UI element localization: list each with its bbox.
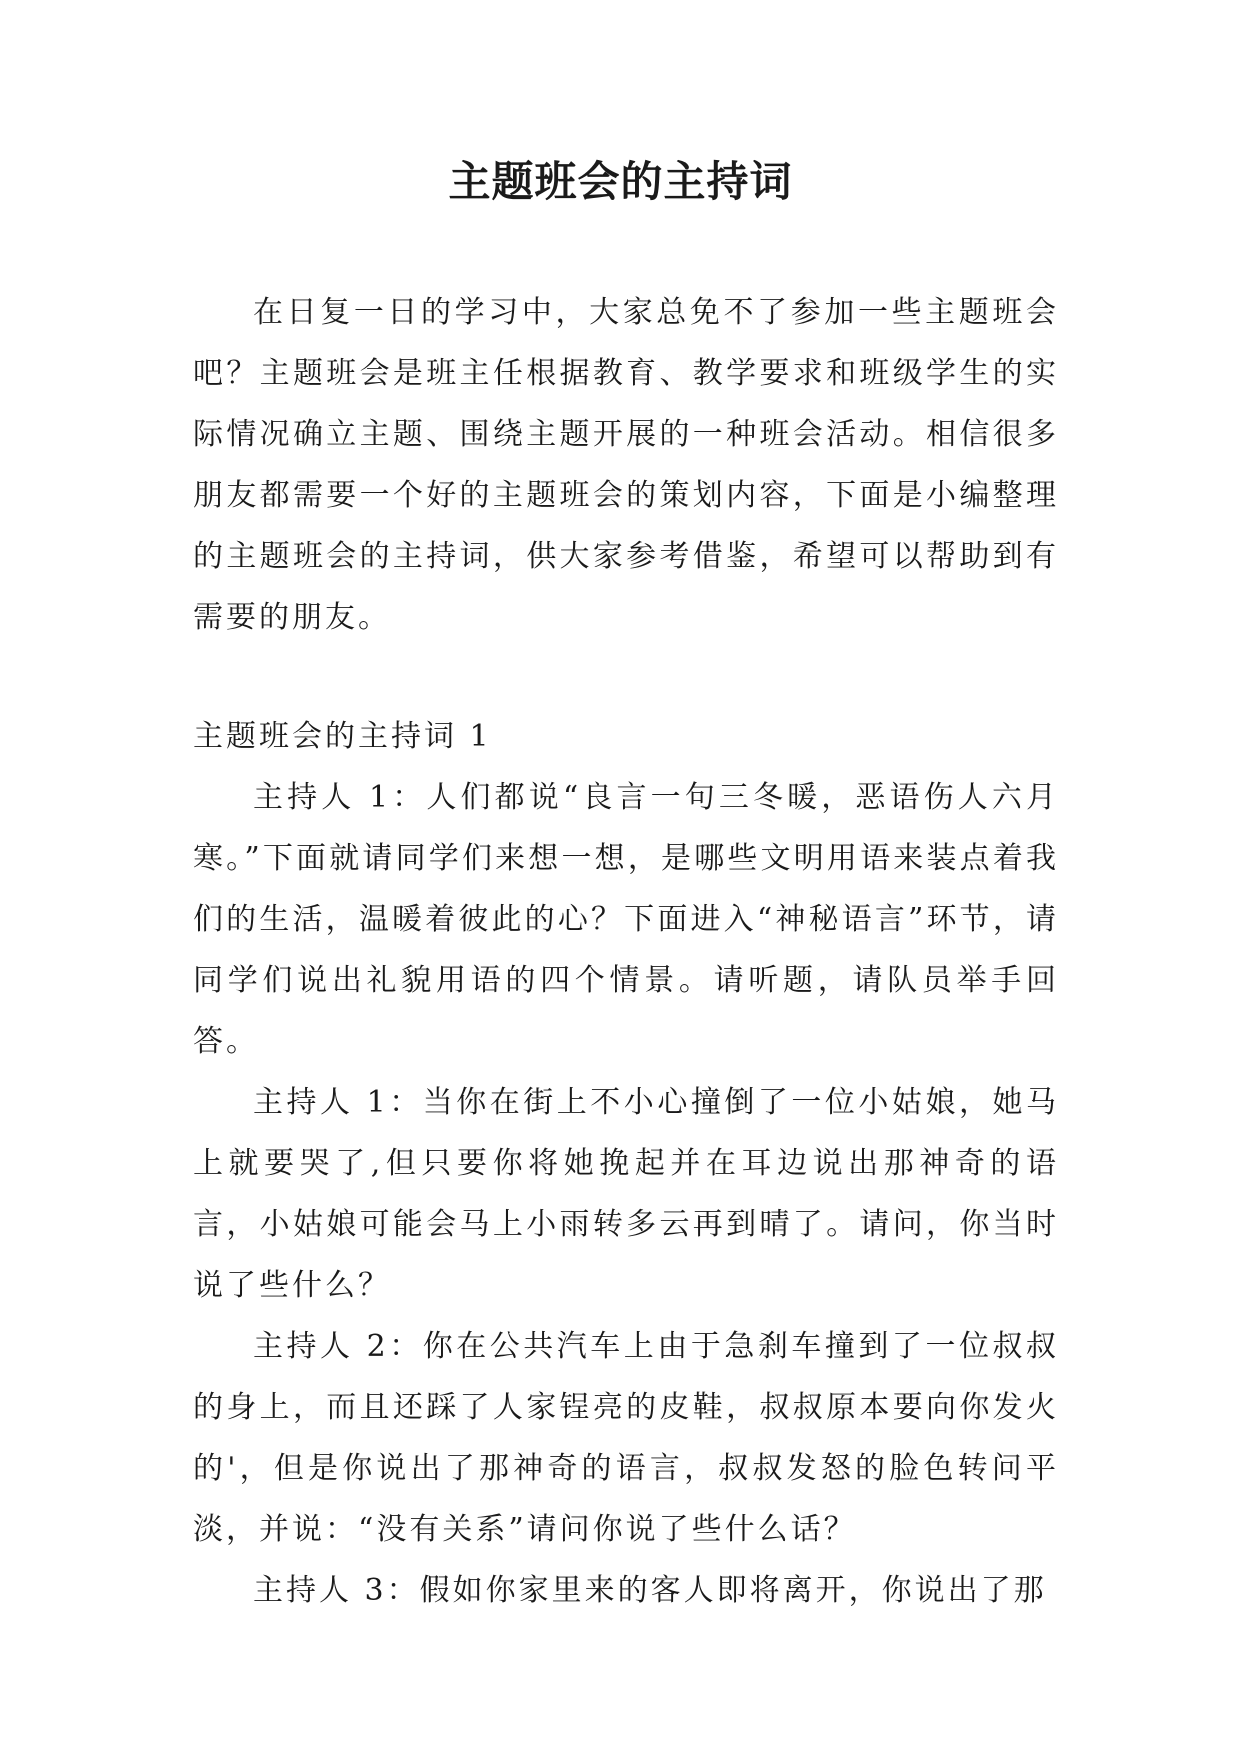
intro-paragraph: 在日复一日的学习中，大家总免不了参加一些主题班会吧？主题班会是班主任根据教育、教学要求和班级学生的实际情况确立主题、围绕主题开展的一种班会活动。相信很多朋友都需要一个好的主题班会的策划内容，下面是小编整理的主题班会的主持词，供大家参考借鉴，希望可以帮助到有需要的朋友。 bbox=[193, 295, 1059, 635]
paragraph: 主持人 3：假如你家里来的客人即将离开，你说出了那 bbox=[253, 1573, 1047, 1608]
paragraph: 主持人 1：人们都说“良言一句三冬暖，恶语伤人六月寒。”下面就请同学们来想一想，是哪些文明用语来装点着我们的生活，温暖着彼此的心？下面进入“神秘语言”环节，请同学们说出礼貌用语的四个情景。请听题，请队员举手回答。 bbox=[193, 780, 1059, 1059]
paragraph: 主持人 2：你在公共汽车上由于急刹车撞到了一位叔叔的身上，而且还踩了人家锃亮的皮鞋，叔叔原本要向你发火的'，但是你说出了那神奇的语言，叔叔发怒的脸色转问平淡，并说：“没有关系”请问你说了些什么话？ bbox=[193, 1329, 1059, 1547]
spacer bbox=[193, 648, 1059, 706]
section-heading: 主题班会的主持词 1 bbox=[193, 719, 492, 754]
page-title: 主题班会的主持词 bbox=[448, 157, 793, 206]
paragraph: 主持人 1：当你在街上不小心撞倒了一位小姑娘，她马上就要哭了,但只要你将她挽起并在耳边说出那神奇的语言，小姑娘可能会马上小雨转多云再到晴了。请问，你当时说了些什么？ bbox=[193, 1085, 1059, 1303]
document-body bbox=[193, 282, 1059, 1621]
